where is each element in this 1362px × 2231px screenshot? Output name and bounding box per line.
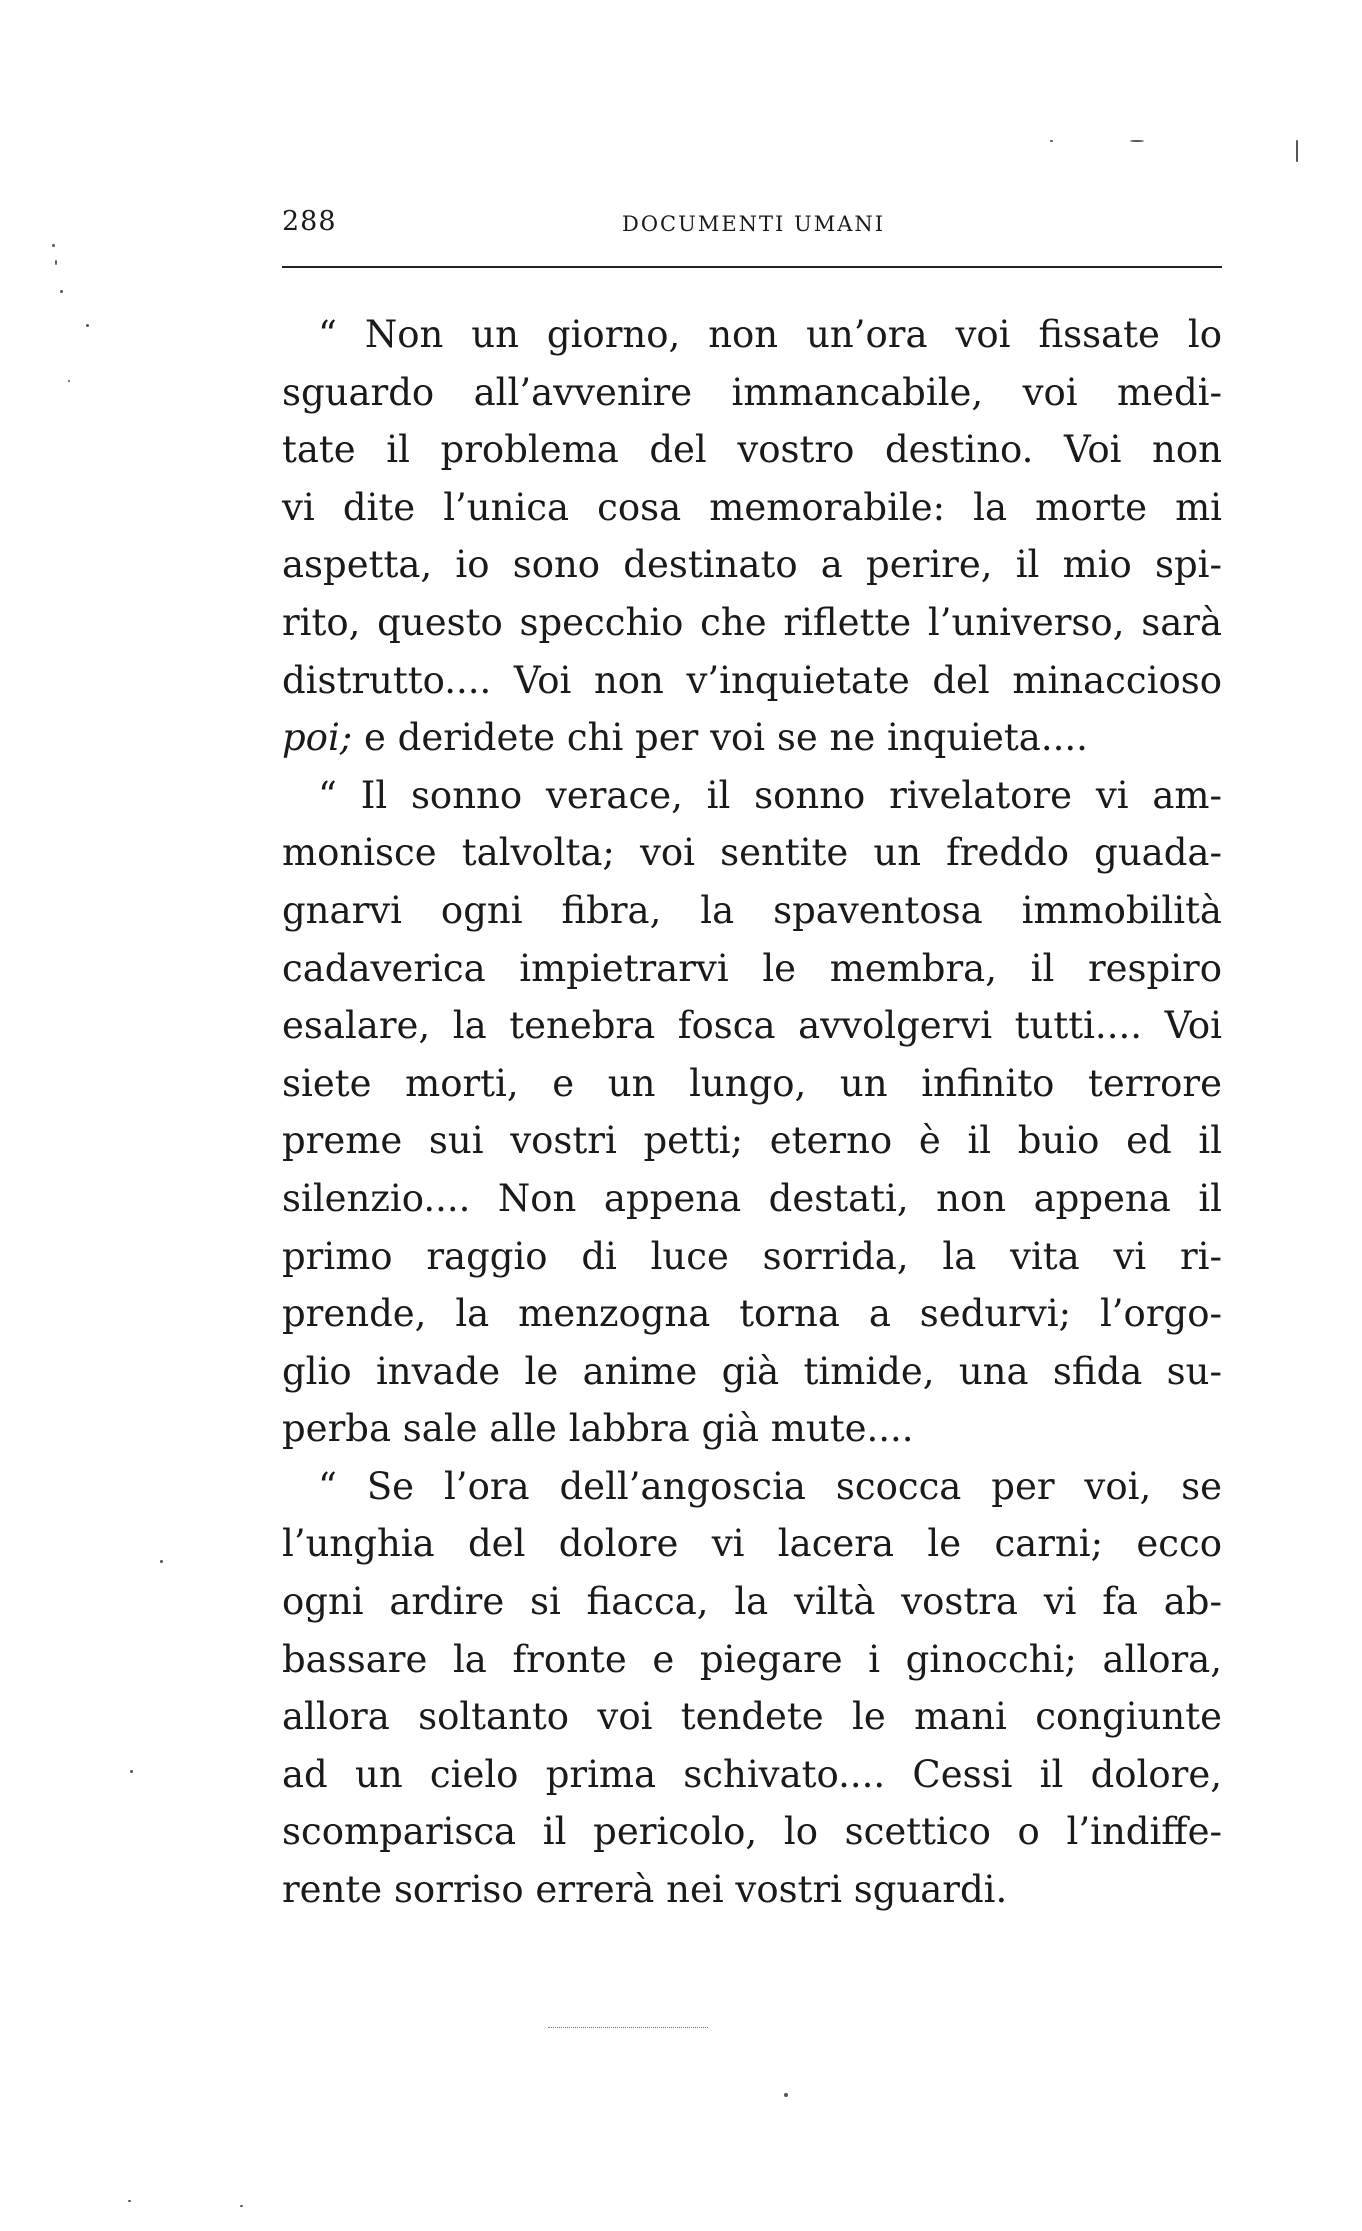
text-line: “ Non un giorno, non un’ora voi fissate lo bbox=[318, 313, 1222, 356]
page-header bbox=[282, 206, 1222, 246]
text-line: esalare, la tenebra fosca avvolgervi tutti.... Voi bbox=[282, 1004, 1222, 1048]
scan-speck bbox=[128, 2200, 131, 2202]
text-line: “ Il sonno verace, il sonno rivelatore vi am- bbox=[318, 773, 1222, 817]
text-line: l’unghia del dolore vi lacera le carni; ecco bbox=[282, 1522, 1222, 1566]
text-line: glio invade le anime già timide, una sfida su- bbox=[282, 1349, 1222, 1393]
italic-word: poi; bbox=[282, 716, 353, 760]
scan-speck bbox=[784, 2093, 788, 2097]
body-text bbox=[282, 306, 1222, 1919]
scan-speck bbox=[60, 290, 63, 293]
page-number: 288 bbox=[282, 206, 337, 237]
text-line: distrutto.... Voi non v’inquietate del minaccioso bbox=[282, 658, 1222, 702]
text-line: preme sui vostri petti; eterno è il buio ed il bbox=[282, 1119, 1222, 1163]
text-line: gnarvi ogni fibra, la spaventosa immobilità bbox=[282, 888, 1222, 932]
scan-speck bbox=[240, 2205, 243, 2207]
text-line: perba sale alle labbra già mute.... bbox=[282, 1407, 914, 1451]
scan-speck bbox=[52, 244, 55, 247]
text-line: tate il problema del vostro destino. Voi non bbox=[282, 428, 1222, 472]
text-line: siete morti, e un lungo, un infinito terrore bbox=[282, 1061, 1222, 1105]
text-line: “ Se l’ora dell’angoscia scocca per voi, se bbox=[318, 1464, 1222, 1508]
scan-speck bbox=[160, 1560, 163, 1563]
text-line: sguardo all’avvenire immancabile, voi medi- bbox=[282, 370, 1222, 414]
scan-speck bbox=[86, 324, 89, 327]
scan-speck bbox=[55, 260, 57, 265]
running-head: DOCUMENTI UMANI bbox=[622, 212, 886, 236]
scan-speck bbox=[68, 380, 70, 382]
text-line: monisce talvolta; voi sentite un freddo guada- bbox=[282, 831, 1222, 875]
text-line-rest: e deridete chi per voi se ne inquieta.... bbox=[352, 716, 1088, 760]
scan-speck bbox=[1050, 140, 1053, 142]
text-line: rito, questo specchio che riflette l’universo, sarà bbox=[282, 600, 1222, 644]
text-line: rente sorriso errerà nei vostri sguardi. bbox=[282, 1868, 1008, 1912]
text-line: bassare la fronte e piegare i ginocchi; allora, bbox=[282, 1637, 1222, 1681]
text-line: vi dite l’unica cosa memorabile: la morte mi bbox=[282, 485, 1222, 529]
text-line: aspetta, io sono destinato a perire, il mio spi- bbox=[282, 543, 1222, 587]
scan-speck bbox=[1130, 140, 1144, 142]
text-line: ogni ardire si fiacca, la viltà vostra vi fa ab- bbox=[282, 1580, 1222, 1624]
scan-speck bbox=[1296, 140, 1298, 162]
text-line: primo raggio di luce sorrida, la vita vi ri- bbox=[282, 1234, 1222, 1278]
text-line: ad un cielo prima schivato.... Cessi il dolore, bbox=[282, 1752, 1222, 1796]
end-mark bbox=[548, 2027, 708, 2028]
scan-speck bbox=[130, 1770, 133, 1773]
text-line: silenzio.... Non appena destati, non appena il bbox=[282, 1176, 1222, 1220]
text-line: allora soltanto voi tendete le mani congiunte bbox=[282, 1695, 1222, 1739]
text-line: cadaverica impietrarvi le membra, il respiro bbox=[282, 946, 1222, 990]
text-line: scomparisca il pericolo, lo scettico o l’indiffe- bbox=[282, 1810, 1222, 1854]
header-rule bbox=[282, 266, 1222, 268]
text-line bbox=[282, 709, 1222, 767]
text-line: prende, la menzogna torna a sedurvi; l’orgo- bbox=[282, 1292, 1222, 1336]
